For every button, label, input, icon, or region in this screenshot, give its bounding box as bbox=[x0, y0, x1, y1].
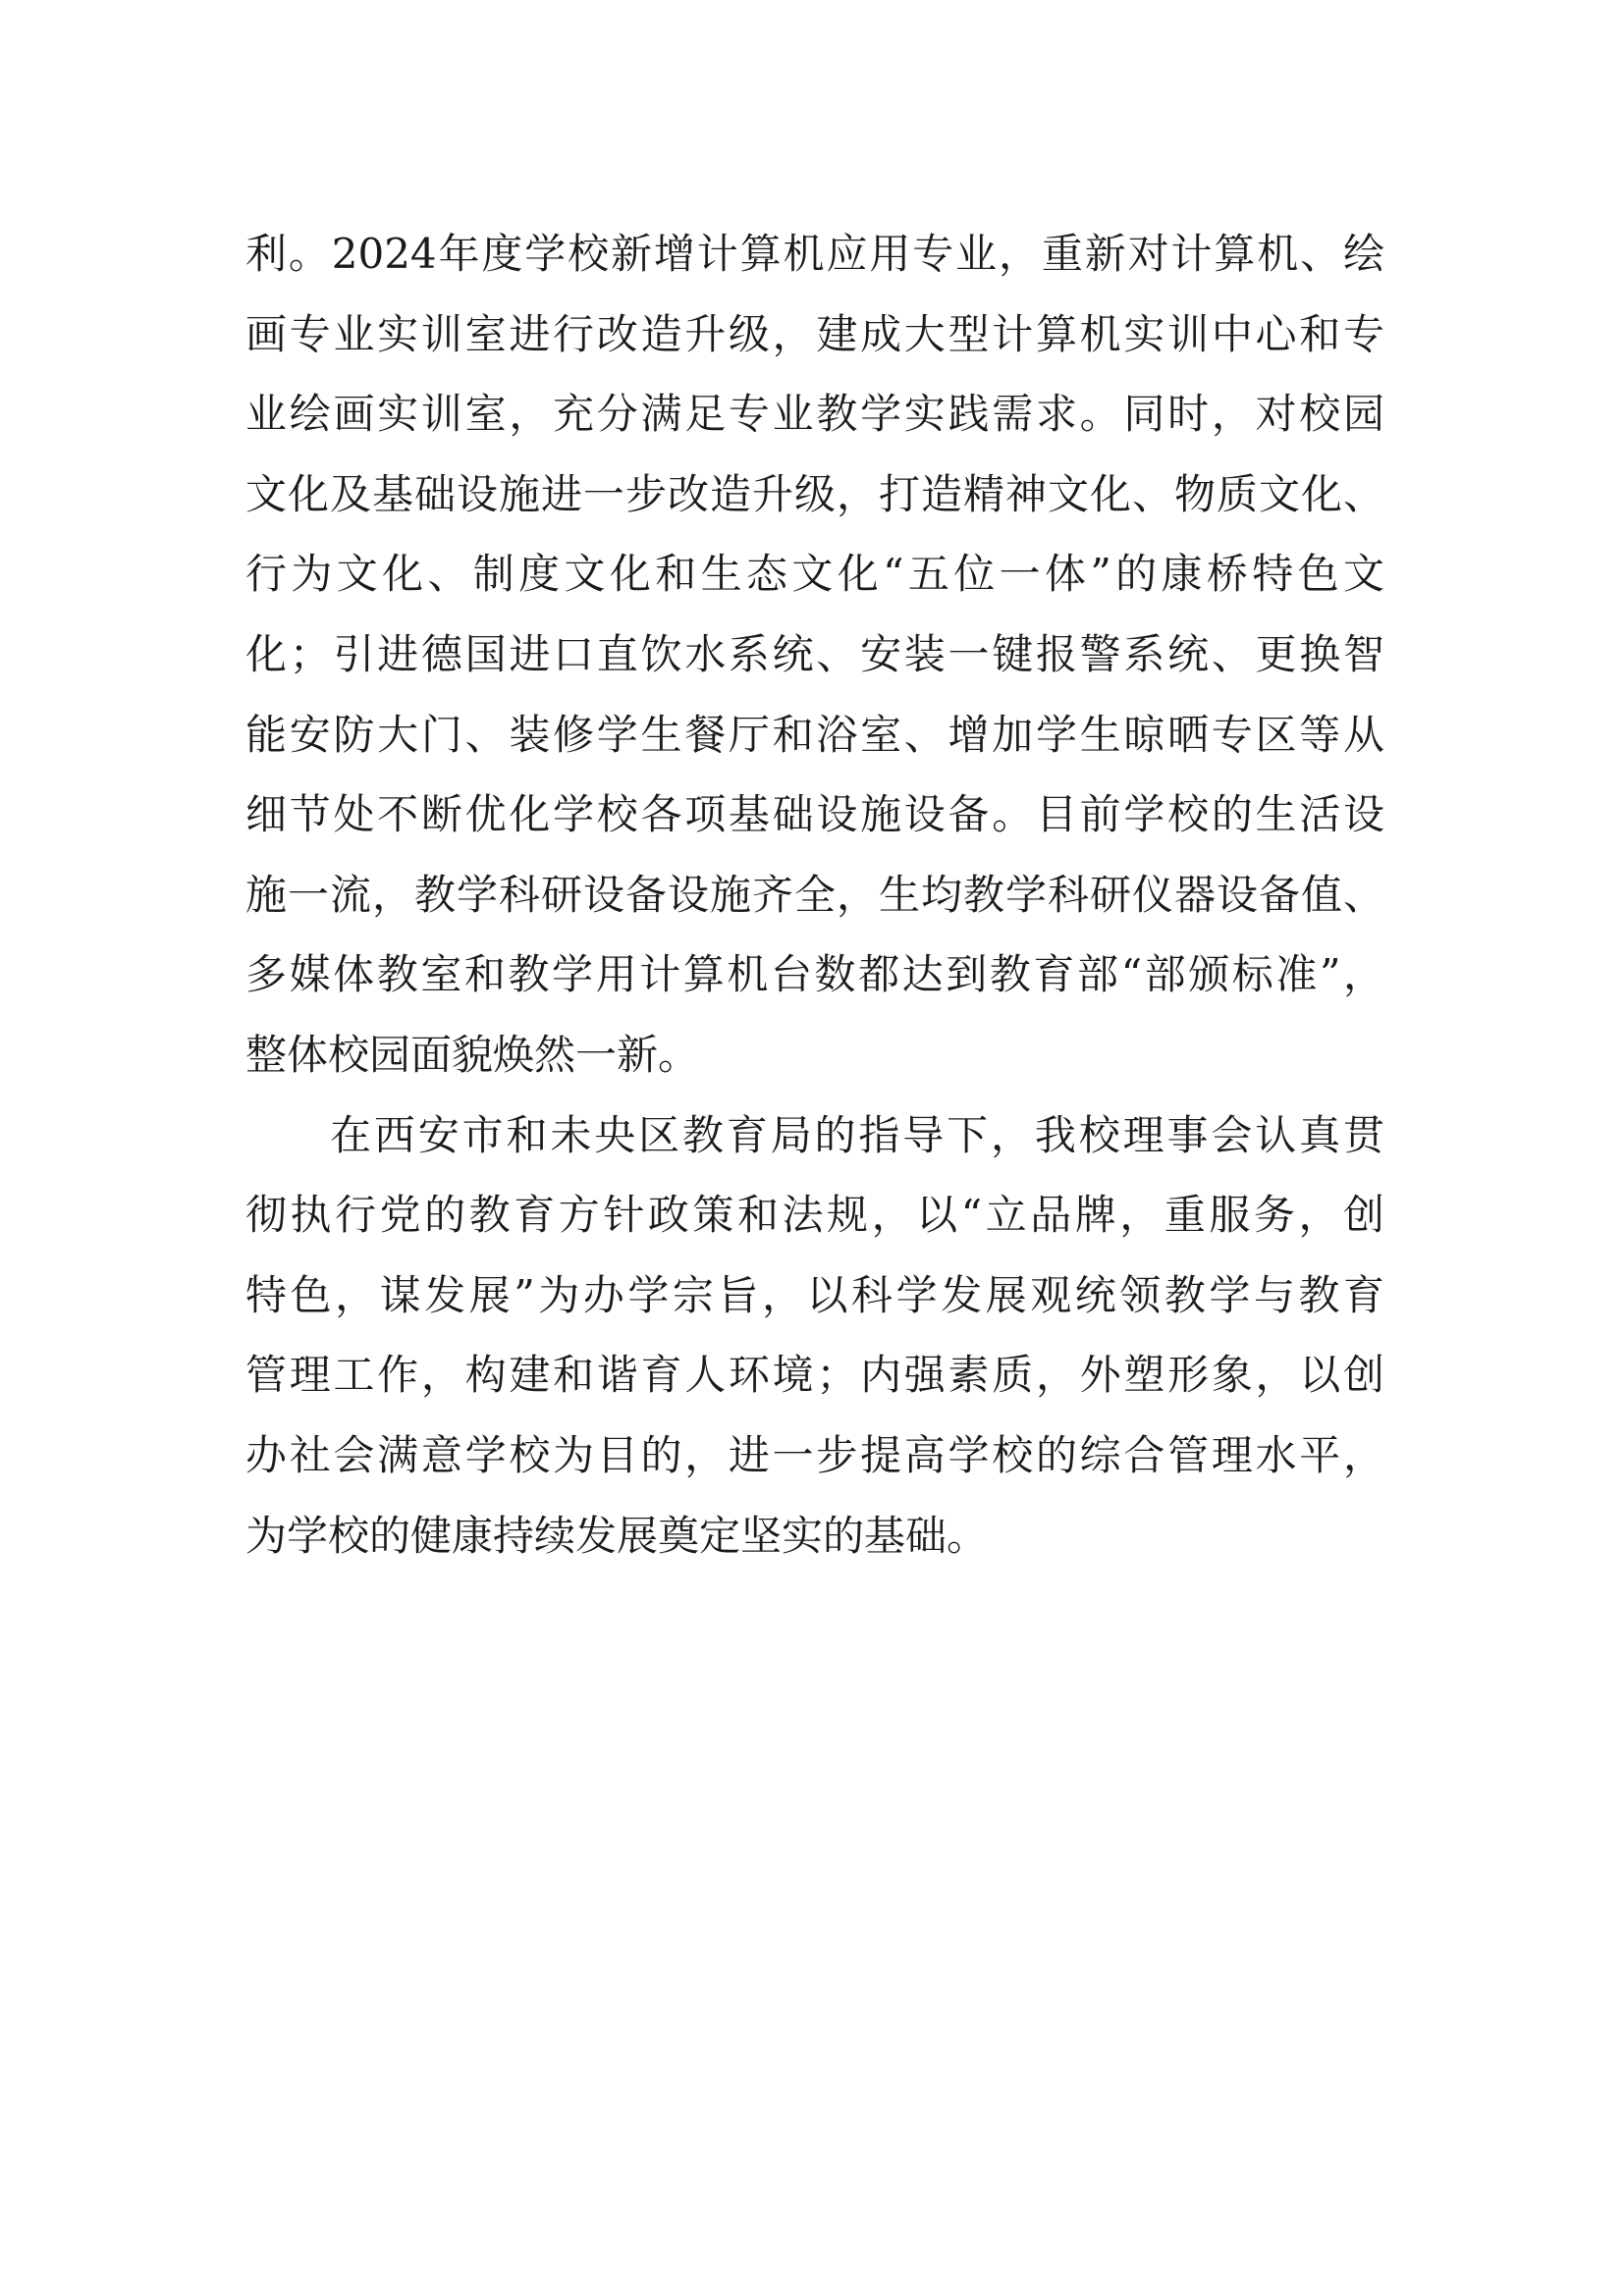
text-line: 特色，谋发展”为办学宗旨，以科学发展观统领教学与教育 bbox=[245, 1270, 1384, 1319]
text-line: 彻执行党的教育方针政策和法规，以“立品牌，重服务，创 bbox=[245, 1191, 1384, 1240]
document-body bbox=[245, 214, 1384, 1575]
text-line: 能安防大门、装修学生餐厅和浴室、增加学生晾晒专区等从 bbox=[245, 710, 1384, 759]
text-line: 行为文化、制度文化和生态文化“五位一体”的康桥特色文 bbox=[245, 550, 1384, 599]
text-line: 化；引进德国进口直饮水系统、安装一键报警系统、更换智 bbox=[245, 629, 1384, 678]
text-line: 业绘画实训室，充分满足专业教学实践需求。同时，对校园 bbox=[245, 390, 1384, 439]
text-line: 施一流，教学科研设备设施齐全，生均教学科研仪器设备值、 bbox=[245, 870, 1384, 919]
text-line: 为学校的健康持续发展奠定坚实的基础。 bbox=[245, 1511, 989, 1560]
text-line: 多媒体教室和教学用计算机台数都达到教育部“部颁标准”， bbox=[245, 950, 1384, 999]
text-line: 画专业实训室进行改造升级，建成大型计算机实训中心和专 bbox=[245, 309, 1384, 358]
text-line: 细节处不断优化学校各项基础设施设备。目前学校的生活设 bbox=[245, 790, 1384, 839]
text-line: 管理工作，构建和谐育人环境；内强素质，外塑形象，以创 bbox=[245, 1351, 1384, 1400]
text-line: 文化及基础设施进一步改造升级，打造精神文化、物质文化、 bbox=[245, 469, 1384, 518]
text-line: 整体校园面貌焕然一新。 bbox=[245, 1030, 700, 1079]
paragraph-management bbox=[245, 1095, 1384, 1576]
text-line: 办社会满意学校为目的，进一步提高学校的综合管理水平， bbox=[245, 1430, 1384, 1479]
paragraph-facilities bbox=[245, 214, 1384, 1095]
text-line: 在西安市和未央区教育局的指导下，我校理事会认真贯 bbox=[330, 1110, 1384, 1159]
text-line: 利。2024年度学校新增计算机应用专业，重新对计算机、绘 bbox=[245, 230, 1384, 278]
